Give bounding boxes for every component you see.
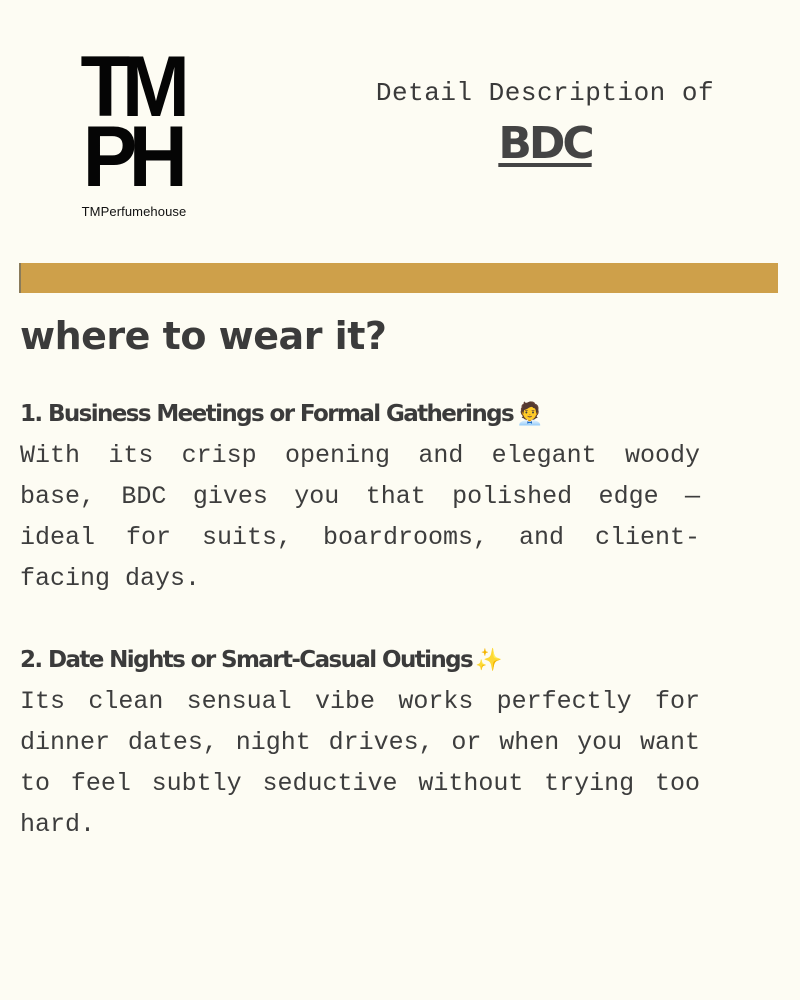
item-heading <box>20 643 700 677</box>
item-description: Its clean sensual vibe works perfectly for dinner dates, night drives, or when you want to feel subtly seductive without trying too hard. <box>20 687 700 839</box>
sparkles-icon: ✨ <box>475 648 503 673</box>
brand-logo <box>64 39 204 219</box>
detail-description-label: Detail Description of <box>375 78 715 108</box>
businessperson-icon: 🧑‍💼 <box>516 402 544 427</box>
page-header <box>330 78 760 169</box>
item-heading-text: 1. Business Meetings or Formal Gatherings <box>20 401 514 427</box>
section-title: where to wear it? <box>20 314 387 358</box>
item-heading-text: 2. Date Nights or Smart-Casual Outings <box>20 647 473 673</box>
logo-mark <box>62 39 201 205</box>
list-item <box>20 397 700 599</box>
item-heading <box>20 397 700 431</box>
product-name: BDC <box>498 118 592 169</box>
logo-subtitle: TMPerfumehouse <box>81 204 187 219</box>
item-description: With its crisp opening and elegant woody base, BDC gives you that polished edge — ideal for suits, boardrooms, and client-facing days. <box>20 441 700 593</box>
list-item <box>20 643 700 845</box>
accent-divider-bar <box>19 263 778 293</box>
logo-mark-top: TM <box>80 39 182 135</box>
logo-mark-bottom: PH <box>82 109 180 205</box>
